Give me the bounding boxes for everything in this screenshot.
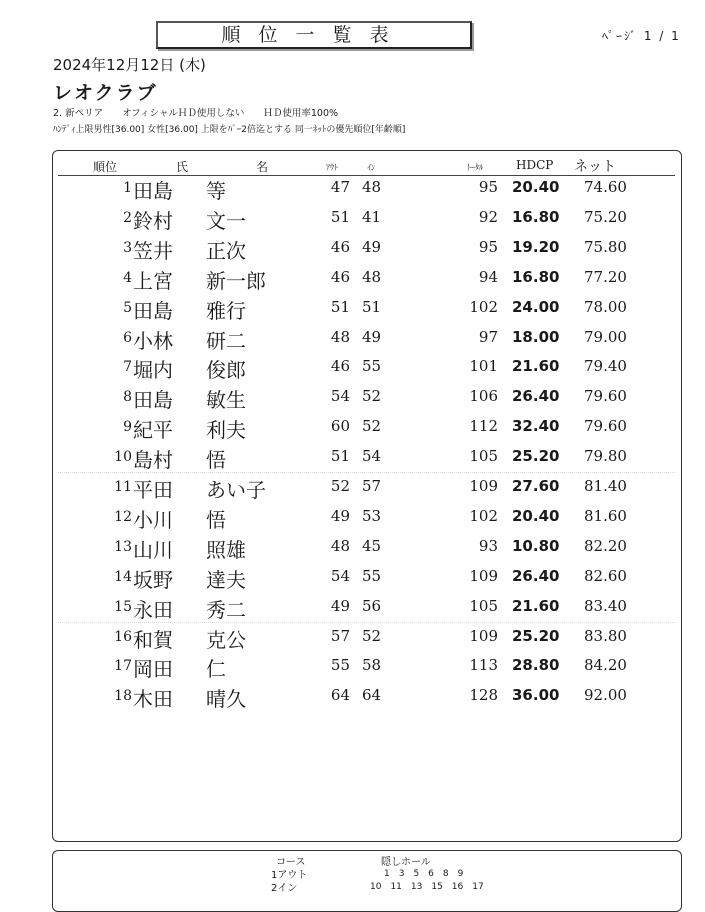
family-name: 堀内 bbox=[133, 358, 173, 383]
total-score: 106 bbox=[469, 387, 498, 406]
col-header-in: ｲﾝ bbox=[367, 163, 375, 172]
given-name: 俊郎 bbox=[206, 358, 246, 383]
hidden-holes-label: 隠しホール bbox=[381, 857, 431, 868]
hdcp-value: 25.20 bbox=[512, 626, 560, 645]
table-row bbox=[0, 353, 705, 382]
table-row bbox=[0, 264, 705, 293]
in-score: 49 bbox=[362, 237, 382, 256]
given-name: 研二 bbox=[206, 328, 246, 353]
family-name: 紀平 bbox=[133, 418, 173, 443]
table-row bbox=[0, 652, 705, 681]
out-score: 46 bbox=[330, 237, 350, 256]
page-number: ﾍﾟｰｼﾞ 1 / 1 bbox=[602, 29, 681, 43]
net-score: 83.80 bbox=[584, 626, 627, 645]
table-row bbox=[0, 413, 705, 442]
rank: 15 bbox=[114, 598, 132, 615]
rank: 1 bbox=[123, 180, 132, 196]
given-name: 正次 bbox=[206, 238, 246, 263]
hdcp-value: 24.00 bbox=[512, 297, 560, 316]
net-score: 92.00 bbox=[584, 686, 627, 705]
out-score: 60 bbox=[330, 417, 350, 436]
hidden-holes-out: 1 3 5 6 8 9 bbox=[384, 869, 464, 879]
net-score: 82.20 bbox=[584, 536, 627, 555]
col-header-total: ﾄｰﾀﾙ bbox=[467, 163, 483, 172]
in-score: 55 bbox=[362, 566, 382, 585]
family-name: 鈴村 bbox=[133, 208, 173, 233]
hdcp-value: 27.60 bbox=[512, 477, 560, 495]
rank: 4 bbox=[123, 269, 132, 286]
net-score: 79.60 bbox=[584, 417, 627, 436]
total-score: 93 bbox=[478, 536, 498, 555]
net-score: 84.20 bbox=[584, 656, 627, 675]
club-name: レオクラブ bbox=[53, 82, 158, 104]
total-score: 102 bbox=[469, 506, 498, 525]
in-score: 56 bbox=[362, 596, 382, 615]
rank: 17 bbox=[114, 658, 132, 675]
family-name: 平田 bbox=[133, 478, 173, 502]
net-score: 79.60 bbox=[584, 387, 627, 406]
in-score: 48 bbox=[362, 178, 382, 196]
total-score: 105 bbox=[469, 596, 498, 615]
hidden-holes-in: 10 11 13 15 16 17 bbox=[370, 882, 484, 892]
out-score: 46 bbox=[330, 267, 350, 286]
hdcp-value: 26.40 bbox=[512, 387, 560, 406]
out-score: 54 bbox=[330, 566, 350, 585]
total-score: 109 bbox=[469, 626, 498, 645]
family-name: 笠井 bbox=[133, 238, 173, 263]
out-score: 47 bbox=[330, 178, 350, 196]
in-score: 64 bbox=[362, 686, 382, 705]
net-score: 79.00 bbox=[584, 327, 627, 346]
table-row bbox=[0, 174, 705, 203]
hdcp-value: 20.40 bbox=[512, 506, 560, 525]
hdcp-value: 19.20 bbox=[512, 237, 560, 256]
family-name: 小川 bbox=[133, 507, 173, 532]
family-name: 坂野 bbox=[133, 567, 173, 592]
net-score: 83.40 bbox=[584, 596, 627, 615]
rank: 6 bbox=[123, 329, 132, 346]
table-row bbox=[0, 623, 705, 652]
rank: 3 bbox=[123, 239, 132, 256]
given-name: 雅行 bbox=[206, 298, 246, 323]
table-row bbox=[0, 503, 705, 532]
out-score: 55 bbox=[330, 656, 350, 675]
rank: 14 bbox=[114, 568, 132, 585]
col-header-net: ネット bbox=[574, 159, 616, 175]
col-header-out: ｱｳﾄ bbox=[326, 163, 338, 172]
total-score: 94 bbox=[478, 267, 498, 286]
total-score: 113 bbox=[469, 656, 498, 675]
total-score: 95 bbox=[478, 237, 498, 256]
rank: 2 bbox=[123, 209, 132, 226]
given-name: 敏生 bbox=[206, 388, 246, 413]
table-row bbox=[0, 294, 705, 323]
course-info-box bbox=[52, 850, 682, 912]
rank: 7 bbox=[123, 359, 132, 376]
family-name: 永田 bbox=[133, 597, 173, 622]
given-name: 文一 bbox=[206, 208, 246, 233]
table-row bbox=[0, 383, 705, 412]
given-name: 利夫 bbox=[206, 418, 246, 443]
out-score: 64 bbox=[330, 686, 350, 705]
in-score: 51 bbox=[362, 297, 382, 316]
total-score: 109 bbox=[469, 566, 498, 585]
in-score: 52 bbox=[362, 626, 382, 645]
family-name: 小林 bbox=[133, 328, 173, 353]
hdcp-value: 25.20 bbox=[512, 447, 560, 466]
family-name: 木田 bbox=[133, 687, 173, 712]
out-score: 51 bbox=[330, 297, 350, 316]
out-score: 54 bbox=[330, 387, 350, 406]
hdcp-value: 16.80 bbox=[512, 267, 560, 286]
net-score: 81.60 bbox=[584, 506, 627, 525]
family-name: 田島 bbox=[133, 179, 173, 203]
family-name: 島村 bbox=[133, 448, 173, 473]
col-header-name-a: 氏 bbox=[176, 160, 189, 174]
hdcp-value: 36.00 bbox=[512, 686, 560, 705]
out-score: 48 bbox=[330, 327, 350, 346]
out-score: 49 bbox=[330, 596, 350, 615]
net-score: 78.00 bbox=[584, 297, 627, 316]
hdcp-value: 21.60 bbox=[512, 357, 560, 376]
given-name: 仁 bbox=[206, 657, 226, 682]
family-name: 田島 bbox=[133, 298, 173, 323]
out-score: 46 bbox=[330, 357, 350, 376]
in-score: 55 bbox=[362, 357, 382, 376]
hdcp-value: 16.80 bbox=[512, 207, 560, 226]
given-name: あい子 bbox=[206, 478, 266, 502]
total-score: 97 bbox=[478, 327, 498, 346]
total-score: 101 bbox=[469, 357, 498, 376]
hdcp-value: 10.80 bbox=[512, 536, 560, 555]
in-score: 54 bbox=[362, 447, 382, 466]
net-score: 79.40 bbox=[584, 357, 627, 376]
rank: 10 bbox=[114, 449, 132, 466]
family-name: 岡田 bbox=[133, 657, 173, 682]
family-name: 上宮 bbox=[133, 268, 173, 293]
page-title: 順位一覧表 bbox=[156, 21, 472, 49]
total-score: 105 bbox=[469, 447, 498, 466]
hdcp-value: 32.40 bbox=[512, 417, 560, 436]
rank: 8 bbox=[123, 389, 132, 406]
table-row bbox=[0, 234, 705, 263]
rank: 11 bbox=[114, 479, 132, 495]
in-score: 52 bbox=[362, 387, 382, 406]
net-score: 82.60 bbox=[584, 566, 627, 585]
net-score: 77.20 bbox=[584, 267, 627, 286]
given-name: 克公 bbox=[206, 627, 246, 652]
out-score: 48 bbox=[330, 536, 350, 555]
total-score: 112 bbox=[469, 417, 498, 436]
course-label: コース bbox=[276, 857, 306, 868]
course-in: 2イン bbox=[271, 883, 298, 894]
out-score: 52 bbox=[330, 477, 350, 495]
out-score: 51 bbox=[330, 447, 350, 466]
given-name: 晴久 bbox=[206, 687, 246, 712]
in-score: 52 bbox=[362, 417, 382, 436]
net-score: 75.20 bbox=[584, 207, 627, 226]
total-score: 102 bbox=[469, 297, 498, 316]
col-header-rank: 順位 bbox=[93, 160, 118, 174]
given-name: 悟 bbox=[206, 507, 226, 532]
col-header-name-b: 名 bbox=[256, 160, 269, 174]
total-score: 92 bbox=[478, 207, 498, 226]
in-score: 53 bbox=[362, 506, 382, 525]
given-name: 達夫 bbox=[206, 567, 246, 592]
table-row bbox=[0, 682, 705, 711]
table-row bbox=[0, 563, 705, 592]
scoring-conditions: 2. 新ペリア オフィシャルＨＤ使用しない ＨＤ使用率100% bbox=[53, 108, 339, 119]
hdcp-value: 28.80 bbox=[512, 656, 560, 675]
table-row bbox=[0, 593, 705, 622]
net-score: 74.60 bbox=[584, 178, 627, 196]
given-name: 等 bbox=[206, 179, 226, 203]
net-score: 81.40 bbox=[584, 477, 627, 495]
family-name: 田島 bbox=[133, 388, 173, 413]
net-score: 79.80 bbox=[584, 447, 627, 466]
out-score: 49 bbox=[330, 506, 350, 525]
hdcp-value: 18.00 bbox=[512, 327, 560, 346]
in-score: 58 bbox=[362, 656, 382, 675]
given-name: 照雄 bbox=[206, 537, 246, 562]
hdcp-value: 21.60 bbox=[512, 596, 560, 615]
given-name: 悟 bbox=[206, 448, 226, 473]
given-name: 新一郎 bbox=[206, 268, 266, 293]
given-name: 秀二 bbox=[206, 597, 246, 622]
table-row bbox=[0, 443, 705, 472]
rank: 12 bbox=[114, 508, 132, 525]
in-score: 57 bbox=[362, 477, 382, 495]
hdcp-value: 20.40 bbox=[512, 178, 560, 196]
family-name: 山川 bbox=[133, 537, 173, 562]
table-row bbox=[0, 324, 705, 353]
net-score: 75.80 bbox=[584, 237, 627, 256]
in-score: 41 bbox=[362, 207, 382, 226]
rank: 9 bbox=[123, 419, 132, 436]
out-score: 51 bbox=[330, 207, 350, 226]
out-score: 57 bbox=[330, 626, 350, 645]
in-score: 48 bbox=[362, 267, 382, 286]
family-name: 和賀 bbox=[133, 627, 173, 652]
hdcp-value: 26.40 bbox=[512, 566, 560, 585]
table-row bbox=[0, 473, 705, 502]
total-score: 95 bbox=[478, 178, 498, 196]
table-row bbox=[0, 204, 705, 233]
rank: 18 bbox=[114, 688, 132, 705]
rank: 5 bbox=[123, 299, 132, 316]
event-date: 2024年12月12日 (木) bbox=[53, 56, 206, 74]
rank: 16 bbox=[114, 628, 132, 645]
rank: 13 bbox=[114, 538, 132, 555]
handicap-conditions: ﾊﾝﾃﾞｨ上限男性[36.00] 女性[36.00] 上限をﾊﾟｰ2倍迄とする 同一ﾈｯﾄの優先順位[年齢順] bbox=[53, 125, 406, 135]
col-header-hdcp: HDCP bbox=[516, 158, 554, 172]
total-score: 128 bbox=[469, 686, 498, 705]
in-score: 49 bbox=[362, 327, 382, 346]
total-score: 109 bbox=[469, 477, 498, 495]
in-score: 45 bbox=[362, 536, 382, 555]
course-out: 1アウト bbox=[271, 870, 308, 881]
table-row bbox=[0, 533, 705, 562]
